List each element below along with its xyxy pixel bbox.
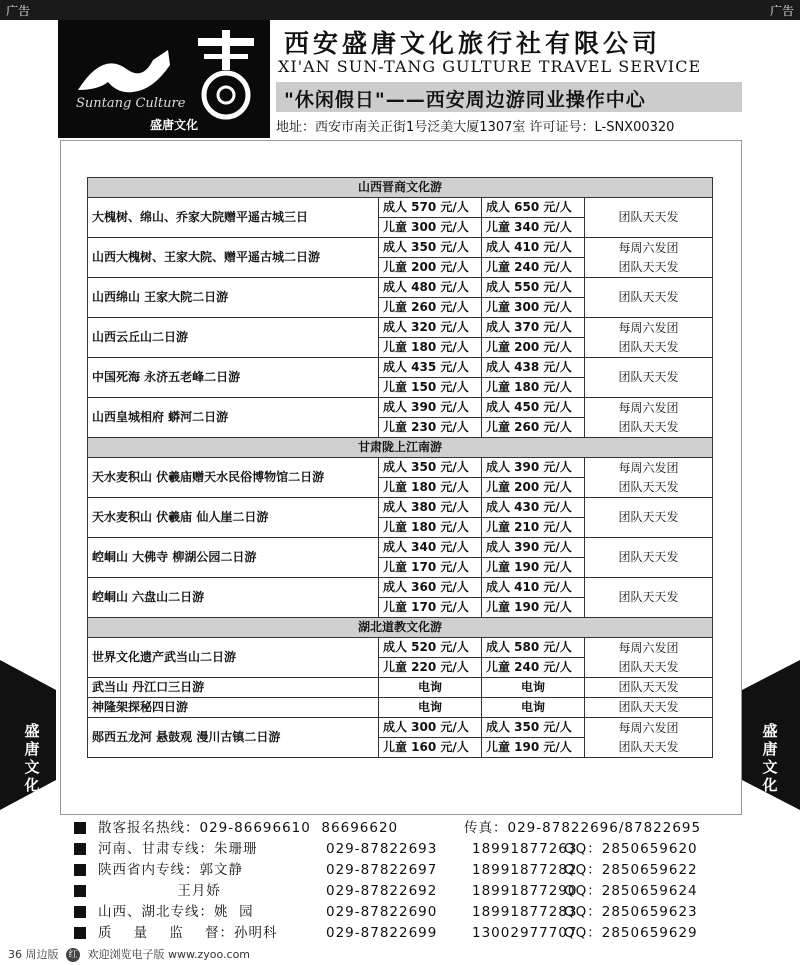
company-name-en: XI'AN SUN-TANG GULTURE TRAVEL SERVICE bbox=[278, 57, 702, 76]
child-price-a: 儿童 180 元/人 bbox=[379, 338, 482, 358]
section-header-row bbox=[88, 618, 713, 638]
schedule-line: 每周六发团 bbox=[618, 720, 679, 735]
contact-label: 山西、湖北专线：姚 园 bbox=[98, 904, 254, 920]
inquiry-price-b: 电询 bbox=[482, 678, 585, 698]
adult-price-a: 成人 520 元/人 bbox=[379, 638, 482, 658]
child-price-b: 儿童 240 元/人 bbox=[482, 658, 585, 678]
adult-price-b: 成人 430 元/人 bbox=[482, 498, 585, 518]
child-price-b: 儿童 180 元/人 bbox=[482, 378, 585, 398]
inquiry-price-b: 电询 bbox=[482, 698, 585, 718]
brand-chinese: 盛唐文化 bbox=[150, 118, 199, 132]
contact-mobile: 18991877290 bbox=[472, 883, 578, 899]
contact-mobile: 13002977707 bbox=[472, 925, 578, 941]
schedule-line: 每周六发团 bbox=[618, 640, 679, 655]
child-price-a: 儿童 260 元/人 bbox=[379, 298, 482, 318]
child-price-a: 儿童 160 元/人 bbox=[379, 738, 482, 758]
schedule-line: 团队天天发 bbox=[618, 370, 679, 384]
adult-price-a: 成人 350 元/人 bbox=[379, 238, 482, 258]
section-title: 山西晋商文化游 bbox=[88, 178, 713, 198]
adult-price-b: 成人 650 元/人 bbox=[482, 198, 585, 218]
adult-price-a: 成人 435 元/人 bbox=[379, 358, 482, 378]
contact-label: 质 量 监 督：孙明科 bbox=[98, 925, 278, 941]
schedule-line: 每周六发团 bbox=[618, 320, 679, 335]
child-price-a: 儿童 200 元/人 bbox=[379, 258, 482, 278]
bullet-square-icon bbox=[74, 822, 86, 834]
adult-price-a: 成人 360 元/人 bbox=[379, 578, 482, 598]
side-tab-right bbox=[742, 660, 800, 810]
adult-price-a: 成人 480 元/人 bbox=[379, 278, 482, 298]
contact-mobile: 18991877283 bbox=[472, 904, 578, 920]
schedule-note bbox=[585, 638, 713, 678]
schedule-note bbox=[585, 318, 713, 358]
contact-row bbox=[74, 902, 740, 923]
child-price-b: 儿童 240 元/人 bbox=[482, 258, 585, 278]
table-row bbox=[88, 718, 713, 738]
contact-qq: QQ：2850659623 bbox=[564, 904, 698, 920]
route-name: 神隆架探秘四日游 bbox=[88, 698, 379, 718]
contact-row bbox=[74, 818, 740, 839]
child-price-b: 儿童 340 元/人 bbox=[482, 218, 585, 238]
child-price-a: 儿童 150 元/人 bbox=[379, 378, 482, 398]
schedule-note bbox=[585, 458, 713, 498]
schedule-line: 团队天天发 bbox=[618, 739, 679, 754]
route-name: 崆峒山 六盘山二日游 bbox=[88, 578, 379, 618]
address-line: 地址：西安市南关正街1号泛美大厦1307室 许可证号：L-SNX00320 bbox=[276, 120, 675, 135]
child-price-a: 儿童 180 元/人 bbox=[379, 478, 482, 498]
schedule-note bbox=[585, 578, 713, 618]
section-header-row bbox=[88, 178, 713, 198]
route-name: 世界文化遗产武当山二日游 bbox=[88, 638, 379, 678]
schedule-line: 团队天天发 bbox=[618, 339, 679, 354]
adult-price-b: 成人 438 元/人 bbox=[482, 358, 585, 378]
price-table bbox=[87, 177, 713, 758]
schedule-line: 每周六发团 bbox=[618, 240, 679, 255]
contact-label: 河南、甘肃专线：朱珊珊 bbox=[98, 841, 258, 857]
schedule-line: 团队天天发 bbox=[618, 479, 679, 494]
bullet-square-icon bbox=[74, 843, 86, 855]
side-tab-left bbox=[0, 660, 56, 810]
contact-qq: QQ：2850659624 bbox=[564, 883, 698, 899]
adult-price-a: 成人 350 元/人 bbox=[379, 458, 482, 478]
table-row bbox=[88, 198, 713, 218]
adult-price-b: 成人 550 元/人 bbox=[482, 278, 585, 298]
child-price-a: 儿童 180 元/人 bbox=[379, 518, 482, 538]
child-price-a: 儿童 230 元/人 bbox=[379, 418, 482, 438]
adult-price-a: 成人 390 元/人 bbox=[379, 398, 482, 418]
contact-phone: 029-87822693 bbox=[326, 841, 438, 857]
adult-price-b: 成人 410 元/人 bbox=[482, 578, 585, 598]
adult-price-a: 成人 340 元/人 bbox=[379, 538, 482, 558]
table-row bbox=[88, 638, 713, 658]
route-name: 大槐树、绵山、乔家大院赠平遥古城三日 bbox=[88, 198, 379, 238]
bullet-square-icon bbox=[74, 864, 86, 876]
section-title: 甘肃陇上江南游 bbox=[88, 438, 713, 458]
schedule-line: 团队天天发 bbox=[618, 290, 679, 304]
child-price-a: 儿童 170 元/人 bbox=[379, 558, 482, 578]
contact-qq: QQ：2850659629 bbox=[564, 925, 698, 941]
inquiry-price-a: 电询 bbox=[379, 698, 482, 718]
adult-price-b: 成人 370 元/人 bbox=[482, 318, 585, 338]
contact-label: 散客报名热线：029-86696610 86696620 bbox=[98, 820, 399, 836]
contact-row bbox=[74, 860, 740, 881]
schedule-line: 团队天天发 bbox=[618, 210, 679, 224]
table-row bbox=[88, 458, 713, 478]
table-row bbox=[88, 398, 713, 418]
adult-price-b: 成人 350 元/人 bbox=[482, 718, 585, 738]
section-header-row bbox=[88, 438, 713, 458]
child-price-a: 儿童 300 元/人 bbox=[379, 218, 482, 238]
side-label-right: 盛 唐 文 化 bbox=[762, 722, 778, 794]
ad-label-left: 广告 bbox=[6, 4, 31, 18]
schedule-line: 每周六发团 bbox=[618, 460, 679, 475]
company-logo bbox=[58, 20, 270, 138]
child-price-b: 儿童 190 元/人 bbox=[482, 558, 585, 578]
route-name: 武当山 丹江口三日游 bbox=[88, 678, 379, 698]
table-row bbox=[88, 578, 713, 598]
ad-label-right: 广告 bbox=[769, 4, 794, 18]
contact-qq: QQ：2850659622 bbox=[564, 862, 698, 878]
table-row bbox=[88, 538, 713, 558]
schedule-note bbox=[585, 538, 713, 578]
schedule-note bbox=[585, 358, 713, 398]
adult-price-a: 成人 320 元/人 bbox=[379, 318, 482, 338]
table-row bbox=[88, 238, 713, 258]
page-number: 36 周边版 bbox=[8, 948, 59, 961]
contact-label: 陕西省内专线：郭文静 bbox=[98, 862, 243, 878]
contact-row bbox=[74, 881, 740, 902]
route-name: 山西绵山 王家大院二日游 bbox=[88, 278, 379, 318]
schedule-note bbox=[585, 398, 713, 438]
bullet-square-icon bbox=[74, 906, 86, 918]
route-name: 山西大槐树、王家大院、赠平遥古城二日游 bbox=[88, 238, 379, 278]
contact-mobile: 18991877263 bbox=[472, 841, 578, 857]
table-row bbox=[88, 498, 713, 518]
top-ad-bar bbox=[0, 0, 800, 20]
table-row bbox=[88, 318, 713, 338]
table-row bbox=[88, 278, 713, 298]
contact-phone: 029-87822699 bbox=[326, 925, 438, 941]
slogan: "休闲假日"——西安周边游同业操作中心 bbox=[284, 89, 646, 111]
child-price-b: 儿童 210 元/人 bbox=[482, 518, 585, 538]
schedule-note bbox=[585, 498, 713, 538]
table-row bbox=[88, 678, 713, 698]
contact-row bbox=[74, 839, 740, 860]
side-label-left: 盛 唐 文 化 bbox=[24, 722, 40, 794]
contact-phone: 029-87822690 bbox=[326, 904, 438, 920]
slogan-bar bbox=[276, 82, 742, 112]
route-name: 天水麦积山 伏羲庙 仙人崖二日游 bbox=[88, 498, 379, 538]
child-price-b: 儿童 300 元/人 bbox=[482, 298, 585, 318]
child-price-a: 儿童 170 元/人 bbox=[379, 598, 482, 618]
route-name: 山西皇城相府 蟒河二日游 bbox=[88, 398, 379, 438]
inquiry-price-a: 电询 bbox=[379, 678, 482, 698]
adult-price-b: 成人 390 元/人 bbox=[482, 458, 585, 478]
schedule-note: 团队天天发 bbox=[585, 698, 713, 718]
contact-label: 王月娇 bbox=[98, 883, 221, 899]
schedule-line: 团队天天发 bbox=[618, 510, 679, 524]
footer bbox=[8, 946, 250, 962]
schedule-note bbox=[585, 278, 713, 318]
red-badge-icon: 红 bbox=[66, 948, 80, 962]
contact-phone: 029-87822697 bbox=[326, 862, 438, 878]
adult-price-a: 成人 300 元/人 bbox=[379, 718, 482, 738]
schedule-line: 每周六发团 bbox=[618, 400, 679, 415]
adult-price-b: 成人 390 元/人 bbox=[482, 538, 585, 558]
schedule-line: 团队天天发 bbox=[618, 419, 679, 434]
route-name: 中国死海 永济五老峰二日游 bbox=[88, 358, 379, 398]
table-row bbox=[88, 358, 713, 378]
brand-english: Suntang Culture bbox=[76, 96, 186, 111]
child-price-b: 儿童 260 元/人 bbox=[482, 418, 585, 438]
company-name-cn: 西安盛唐文化旅行社有限公司 bbox=[284, 29, 662, 58]
schedule-note bbox=[585, 198, 713, 238]
adult-price-b: 成人 410 元/人 bbox=[482, 238, 585, 258]
child-price-b: 儿童 190 元/人 bbox=[482, 598, 585, 618]
route-name: 郧西五龙河 悬鼓观 漫川古镇二日游 bbox=[88, 718, 379, 758]
contact-mobile: 传真：029-87822696/87822695 bbox=[464, 820, 702, 836]
adult-price-b: 成人 580 元/人 bbox=[482, 638, 585, 658]
schedule-note: 团队天天发 bbox=[585, 678, 713, 698]
contact-mobile: 18991877282 bbox=[472, 862, 578, 878]
contact-row bbox=[74, 923, 740, 944]
route-name: 崆峒山 大佛寺 柳湖公园二日游 bbox=[88, 538, 379, 578]
adult-price-b: 成人 450 元/人 bbox=[482, 398, 585, 418]
contact-qq: QQ：2850659620 bbox=[564, 841, 698, 857]
route-name: 天水麦积山 伏羲庙赠天水民俗博物馆二日游 bbox=[88, 458, 379, 498]
child-price-b: 儿童 190 元/人 bbox=[482, 738, 585, 758]
schedule-line: 团队天天发 bbox=[618, 259, 679, 274]
section-title: 湖北道教文化游 bbox=[88, 618, 713, 638]
adult-price-a: 成人 570 元/人 bbox=[379, 198, 482, 218]
schedule-line: 团队天天发 bbox=[618, 590, 679, 604]
footer-text: 欢迎浏览电子版 www.zyoo.com bbox=[87, 948, 251, 961]
schedule-note bbox=[585, 718, 713, 758]
child-price-b: 儿童 200 元/人 bbox=[482, 338, 585, 358]
bullet-square-icon bbox=[74, 927, 86, 939]
header bbox=[276, 20, 742, 138]
child-price-a: 儿童 220 元/人 bbox=[379, 658, 482, 678]
contact-list bbox=[74, 818, 740, 944]
table-row bbox=[88, 698, 713, 718]
child-price-b: 儿童 200 元/人 bbox=[482, 478, 585, 498]
schedule-note bbox=[585, 238, 713, 278]
route-name: 山西云丘山二日游 bbox=[88, 318, 379, 358]
contact-phone: 029-87822692 bbox=[326, 883, 438, 899]
adult-price-a: 成人 380 元/人 bbox=[379, 498, 482, 518]
schedule-line: 团队天天发 bbox=[618, 659, 679, 674]
bullet-square-icon bbox=[74, 885, 86, 897]
schedule-line: 团队天天发 bbox=[618, 550, 679, 564]
